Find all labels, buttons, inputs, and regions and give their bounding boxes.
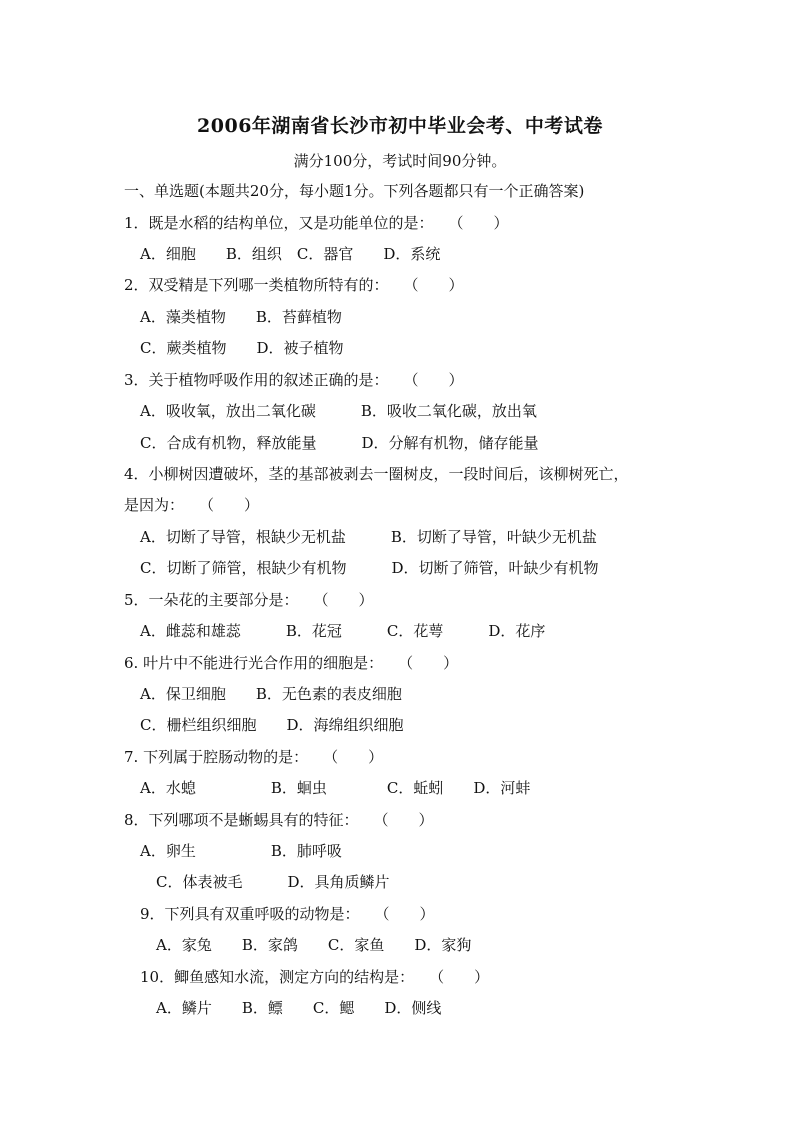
exam-subtitle: 满分100分，考试时间90分钟。 [293,152,507,170]
question-9-options: A．家兔 B．家鸽 C．家鱼 D．家狗 [156,936,472,954]
question-5-stem: 5．一朵花的主要部分是： （ ） [124,591,374,609]
question-4-stem-continued: 是因为： （ ） [124,496,260,514]
question-10-options: A．鳞片 B．鳔 C．鳃 D．侧线 [156,999,442,1017]
question-9-stem: 9．下列具有双重呼吸的动物是： （ ） [140,905,435,923]
question-6-options-row1: A．保卫细胞 B．无色素的表皮细胞 [140,685,402,703]
question-6-stem: 6. 叶片中不能进行光合作用的细胞是： （ ） [124,654,459,672]
question-3-options-row1: A．吸收氧，放出二氧化碳 B．吸收二氧化碳，放出氧 [140,402,537,420]
question-1-stem: 1．既是水稻的结构单位，又是功能单位的是： （ ） [124,214,509,232]
question-7-stem: 7. 下列属于腔肠动物的是： （ ） [124,748,384,766]
question-4-stem: 4．小柳树因遭破坏，茎的基部被剥去一圈树皮，一段时间后，该柳树死亡， [124,465,629,483]
question-8-options-row2: C．体表被毛 D．具角质鳞片 [156,873,390,891]
question-2-stem: 2．双受精是下列哪一类植物所特有的： （ ） [124,276,464,294]
question-6-options-row2: C．栅栏组织细胞 D．海绵组织细胞 [140,716,404,734]
question-2-options-row2: C．蕨类植物 D．被子植物 [140,339,344,357]
question-3-options-row2: C．合成有机物，释放能量 D．分解有机物，储存能量 [140,434,539,452]
question-8-options-row1: A．卵生 B．肺呼吸 [140,842,342,860]
question-7-options: A．水螅 B．蛔虫 C．蚯蚓 D．河蚌 [140,779,531,797]
question-3-stem: 3．关于植物呼吸作用的叙述正确的是： （ ） [124,371,464,389]
exam-title: 2006年湖南省长沙市初中毕业会考、中考试卷 [197,115,603,137]
question-10-stem: 10．鲫鱼感知水流，测定方向的结构是： （ ） [140,968,490,986]
question-4-options-row1: A．切断了导管，根缺少无机盐 B．切断了导管，叶缺少无机盐 [140,528,597,546]
question-5-options: A．雌蕊和雄蕊 B．花冠 C．花萼 D．花序 [140,622,546,640]
section-heading: 一、单选题(本题共20分，每小题1分。下列各题都只有一个正确答案) [124,182,585,200]
question-8-stem: 8．下列哪项不是蜥蜴具有的特征： （ ） [124,811,434,829]
question-4-options-row2: C．切断了筛管，根缺少有机物 D．切断了筛管，叶缺少有机物 [140,559,599,577]
question-2-options-row1: A．藻类植物 B．苔藓植物 [140,308,342,326]
question-1-options: A．细胞 B．组织 C．器官 D．系统 [140,245,441,263]
